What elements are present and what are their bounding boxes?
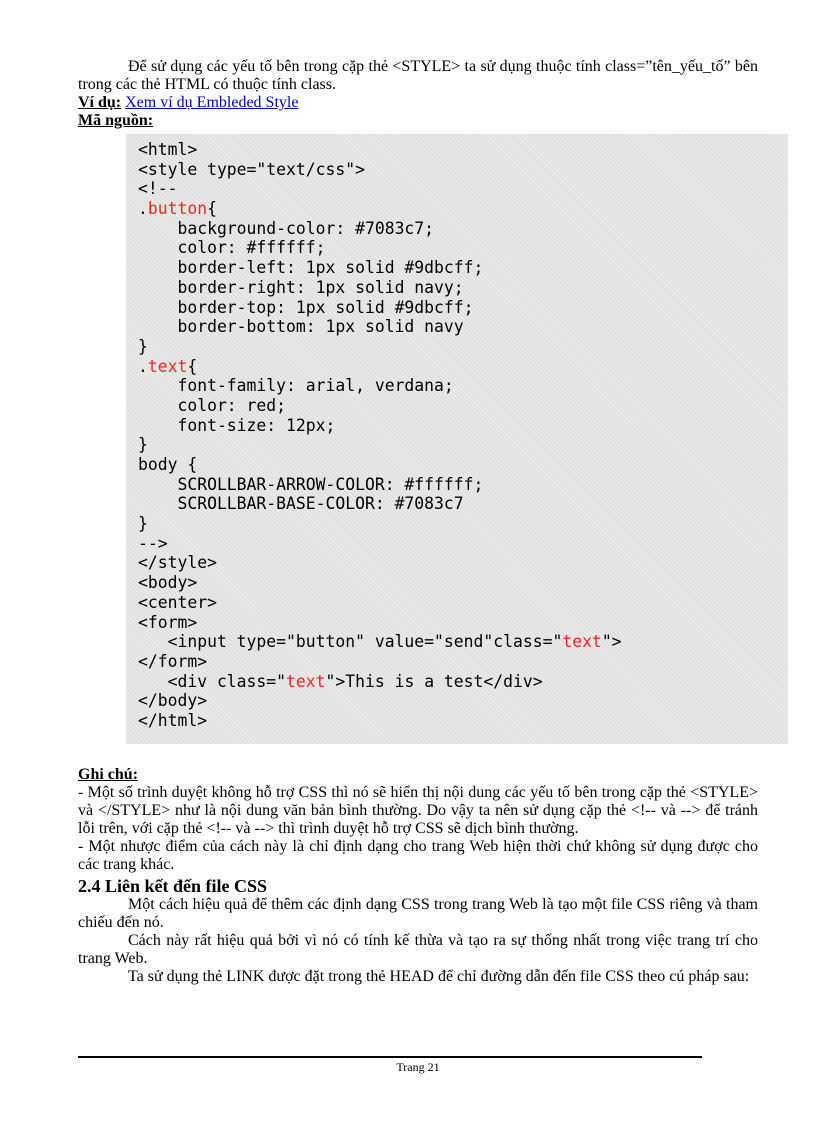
code-text: { [187, 356, 198, 376]
code-class-name: text [562, 632, 602, 652]
code-text: <!-- [138, 179, 178, 199]
code-line [138, 691, 788, 711]
code-text: --> [138, 533, 168, 553]
code-text: border-left: 1px solid #9dbcff; [138, 258, 484, 278]
note-paragraph-2: - Một nhược điểm của cách này là chỉ định dạng cho trang Web hiện thời chứ không sử dụng được cho các trang khác. [78, 838, 758, 873]
code-text: font-family: arial, verdana; [138, 376, 454, 396]
source-line [78, 112, 758, 130]
code-text: <input type="button" value="send"class=" [138, 632, 563, 652]
code-text: } [138, 514, 148, 534]
code-text: color: #ffffff; [138, 238, 326, 258]
code-text: color: red; [138, 395, 287, 415]
code-line [138, 376, 788, 396]
code-text: SCROLLBAR-ARROW-COLOR: #ffffff; [138, 474, 484, 494]
code-line [138, 435, 788, 455]
code-line [138, 475, 788, 495]
note-paragraph-1: - Một số trình duyệt không hỗ trợ CSS thì nó sẽ hiển thị nội dung các yếu tố bên trong cặp thẻ <STYLE> và </STYLE> như là nội dung văn bản bình thường. Do vậy ta nên sử dụng cặp thẻ <!-- và --> để tránh lỗi trên, với cặp thẻ <!-- và --> thì trình duyệt hỗ trợ CSS sẽ dịch bình thường. [78, 784, 758, 837]
code-text: <center> [138, 592, 217, 612]
code-text: font-size: 12px; [138, 415, 336, 435]
code-line [138, 179, 788, 199]
code-line [138, 652, 788, 672]
code-text: } [138, 336, 148, 356]
code-line [138, 613, 788, 633]
code-line [138, 337, 788, 357]
code-text: </body> [138, 691, 208, 711]
code-line [138, 278, 788, 298]
footer-divider [78, 1056, 702, 1058]
code-line [138, 455, 788, 475]
code-line [138, 534, 788, 554]
source-label: Mã nguồn: [78, 112, 154, 129]
example-label: Ví dụ: [78, 94, 122, 111]
example-line [78, 94, 758, 112]
code-line [138, 238, 788, 258]
code-text: <form> [138, 612, 198, 632]
code-text: </style> [138, 553, 217, 573]
code-block [126, 134, 788, 744]
code-line [138, 317, 788, 337]
code-line [138, 396, 788, 416]
body-paragraph-2: Cách này rất hiệu quả bởi vì nó có tính kế thừa và tạo ra sự thống nhất trong việc trang trí cho trang Web. [78, 932, 758, 967]
code-text: border-bottom: 1px solid navy [138, 317, 464, 337]
code-class-name: text [147, 356, 188, 376]
code-line [138, 593, 788, 613]
code-text: ">This is a test</div> [325, 671, 543, 691]
note-line [78, 766, 758, 784]
body-paragraph-3: Ta sử dụng thẻ LINK được đặt trong thẻ HEAD để chỉ đường dẫn đến file CSS theo cú pháp sau: [128, 968, 750, 985]
code-text: } [138, 435, 148, 455]
code-text: border-top: 1px solid #9dbcff; [138, 297, 474, 317]
code-text: </form> [138, 651, 208, 671]
code-text: { [207, 199, 217, 219]
document-page [78, 58, 758, 986]
code-line [138, 199, 788, 219]
code-line [138, 298, 788, 318]
code-line [138, 711, 788, 731]
code-text: . [138, 356, 148, 376]
code-line [138, 494, 788, 514]
code-text: background-color: #7083c7; [138, 218, 435, 238]
code-line [138, 160, 788, 180]
code-text: "> [601, 632, 622, 652]
body-paragraph-1: Một cách hiệu quả để thêm các định dạng CSS trong trang Web là tạo một file CSS riêng và tham chiếu đến nó. [78, 896, 758, 931]
code-text: </html> [138, 710, 208, 730]
code-class-name: text [286, 671, 326, 691]
code-line [138, 416, 788, 436]
example-link[interactable]: Xem ví dụ Embleded Style [125, 94, 299, 111]
code-text: <html> [138, 140, 198, 159]
note-label: Ghi chú: [78, 766, 139, 783]
page-number: Trang 21 [396, 1060, 440, 1074]
code-text: <div class=" [138, 671, 287, 691]
code-text: <style type="text/css"> [138, 159, 365, 179]
code-line [138, 219, 788, 239]
code-text: <body> [138, 573, 198, 593]
code-line [138, 632, 788, 652]
code-text: . [138, 199, 148, 219]
section-heading: 2.4 Liên kết đến file CSS [78, 876, 268, 896]
code-line [138, 553, 788, 573]
code-line [138, 672, 788, 692]
code-text: body { [138, 455, 198, 474]
code-line [138, 573, 788, 593]
code-line [138, 258, 788, 278]
code-class-name: button [147, 199, 208, 219]
code-text: border-right: 1px solid navy; [138, 277, 464, 297]
code-line [138, 140, 788, 160]
code-line [138, 357, 788, 377]
code-line [138, 514, 788, 534]
code-text: SCROLLBAR-BASE-COLOR: #7083c7 [138, 494, 464, 514]
intro-paragraph: Để sử dụng các yếu tố bên trong cặp thẻ <STYLE> ta sử dụng thuộc tính class=”tên_yếu_tố” bên trong các thẻ HTML có thuộc tính class. [78, 58, 758, 93]
